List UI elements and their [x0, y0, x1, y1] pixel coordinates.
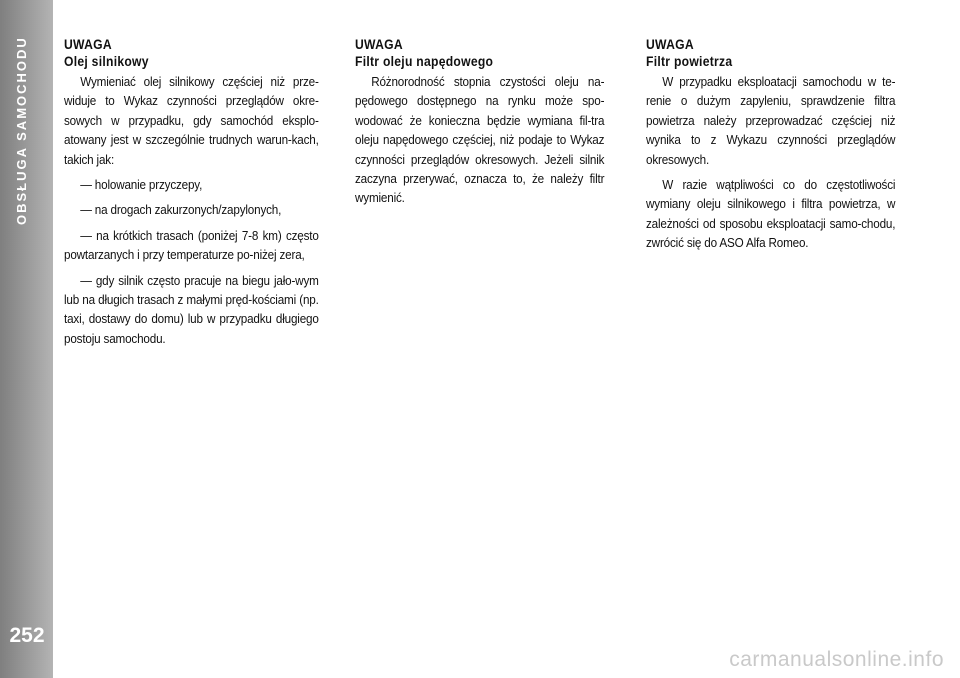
- warning-label: UWAGA: [355, 37, 403, 52]
- paragraph: Wymieniać olej silnikowy częściej niż prze-widuje to Wykaz czynności przeglądów okre-sowych w przypadku, gdy samochód eksplo-atowany jest w szczególnie trudnych warun-kach, takich jak:: [64, 74, 319, 167]
- column-diesel-filter: [355, 36, 604, 214]
- paragraph: Różnorodność stopnia czystości oleju na-pędowego dostępnego na rynku może spo-wodować że konieczna będzie wymiana fil-tra oleju napędowego częściej, niż podaje to Wykaz czynności przeglądów okresowych. Jeżeli silnik zaczyna przerywać, oznacza to, że należy filtr wymienić.: [355, 74, 605, 206]
- warning-label: UWAGA: [646, 37, 694, 52]
- list-item: — na krótkich trasach (poniżej 7-8 km) często powtarzanych i przy temperaturze po-niżej zera,: [64, 227, 319, 263]
- list-item: — na drogach zakurzonych/zapylonych,: [80, 202, 282, 218]
- watermark: carmanualsonline.info: [729, 648, 944, 671]
- paragraph: W przypadku eksploatacji samochodu w te-renie o dużym zapyleniu, sprawdzenie filtra powietrza należy przeprowadzać częściej niż wynika to z Wykazu czynności przeglądów okresowych.: [646, 74, 896, 167]
- section-heading: Filtr oleju napędowego: [355, 54, 494, 69]
- section-heading: Olej silnikowy: [64, 54, 149, 69]
- paragraph: W razie wątpliwości co do częstotliwości wymiany oleju silnikowego i filtra powietrza, w zależności od sposobu eksploatacji samo-chodu, zwrócić się do ASO Alfa Romeo.: [646, 177, 896, 251]
- side-band: [0, 0, 53, 678]
- list-item: — holowanie przyczepy,: [80, 177, 203, 193]
- warning-label: UWAGA: [64, 37, 112, 52]
- list-item: — gdy silnik często pracuje na biegu jało-wym lub na długich trasach z małymi pręd-kościami (np. taxi, dostawy do domu) lub w przypadku długiego postoju samochodu.: [64, 272, 319, 346]
- page-number: 252: [9, 624, 45, 647]
- column-air-filter: [646, 36, 895, 259]
- section-title: OBSŁUGA SAMOCHODU: [14, 36, 29, 225]
- column-engine-oil: [64, 36, 319, 354]
- section-heading: Filtr powietrza: [646, 54, 733, 69]
